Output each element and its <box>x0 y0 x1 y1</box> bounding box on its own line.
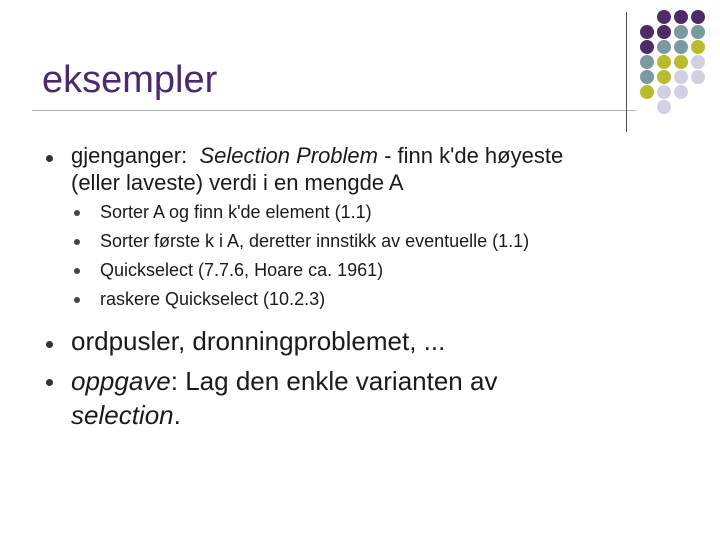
sub-bullet-dot-icon <box>74 297 80 303</box>
decorative-dot <box>640 70 654 84</box>
decorative-dot <box>657 100 671 114</box>
sub-bullet-1: Sorter A og finn k'de element (1.1) <box>100 202 372 222</box>
bullet-1-line-1 <box>71 142 563 169</box>
sub-bullet-dot-icon <box>74 239 80 245</box>
decorative-dot <box>674 25 688 39</box>
bullet-3-line-2-rest: . <box>173 400 181 430</box>
decorative-dot <box>657 55 671 69</box>
bullet-1-lead: gjenganger: <box>71 143 188 168</box>
decorative-dot <box>691 25 705 39</box>
decorative-dot-grid <box>640 10 716 120</box>
decorative-dot <box>691 10 705 24</box>
decorative-dot <box>691 70 705 84</box>
decorative-dot <box>640 85 654 99</box>
title-divider <box>32 110 636 111</box>
slide-title: eksempler <box>42 59 218 101</box>
sub-bullet-dot-icon <box>74 210 80 216</box>
bullet-1-italic: Selection Problem <box>199 143 378 168</box>
bullet-3-rest: : Lag den enkle varianten av <box>170 366 498 396</box>
decorative-dot <box>657 70 671 84</box>
decorative-dot <box>674 85 688 99</box>
vertical-divider <box>626 12 627 132</box>
decorative-dot <box>691 40 705 54</box>
sub-bullet-dot-icon <box>74 268 80 274</box>
bullet-2-text: ordpusler, dronningproblemet, ... <box>71 326 446 356</box>
decorative-dot <box>640 25 654 39</box>
sub-bullet-3: Quickselect (7.7.6, Hoare ca. 1961) <box>100 260 384 280</box>
decorative-dot <box>657 85 671 99</box>
bullet-dot-icon <box>46 379 53 386</box>
bullet-3-line-2 <box>71 399 181 431</box>
sub-bullet-4: raskere Quickselect (10.2.3) <box>100 289 326 309</box>
bullet-dot-icon <box>46 155 53 162</box>
bullet-3-italic: oppgave <box>71 366 171 396</box>
bullet-3-line-2-italic: selection <box>71 400 174 430</box>
bullet-3-line-1 <box>71 365 497 397</box>
decorative-dot <box>674 40 688 54</box>
bullet-dot-icon <box>46 341 53 348</box>
decorative-dot <box>674 70 688 84</box>
decorative-dot <box>674 10 688 24</box>
decorative-dot <box>657 40 671 54</box>
decorative-dot <box>640 55 654 69</box>
decorative-dot <box>691 55 705 69</box>
bullet-1-line-2: (eller laveste) verdi i en mengde A <box>71 170 404 195</box>
decorative-dot <box>640 40 654 54</box>
sub-bullet-2: Sorter første k i A, deretter innstikk av eventuelle (1.1) <box>100 231 530 251</box>
bullet-1-rest: - finn k'de høyeste <box>378 143 564 168</box>
decorative-dot <box>674 55 688 69</box>
decorative-dot <box>657 25 671 39</box>
decorative-dot <box>657 10 671 24</box>
